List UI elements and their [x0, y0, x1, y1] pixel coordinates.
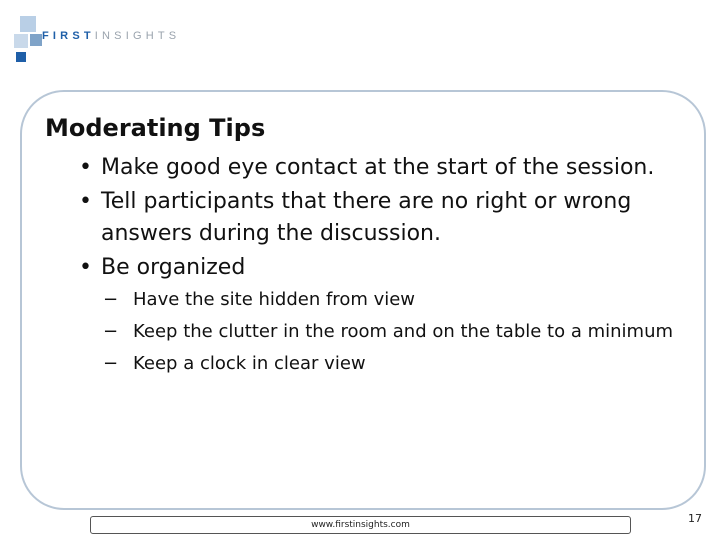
footer-url: www.firstinsights.com [311, 520, 410, 530]
logo-square-dark [30, 34, 42, 46]
logo-square-light [20, 16, 36, 32]
bullet-dot-icon: • [79, 155, 92, 180]
sub-bullet-item [103, 352, 676, 375]
slide-title: Moderating Tips [45, 114, 266, 142]
logo-square-dark [16, 52, 26, 62]
bullet-text: Tell participants that there are no right or wrong answers during the discussion. [101, 189, 632, 246]
page-number: 17 [688, 512, 702, 525]
bullet-text: Be organized [101, 255, 246, 280]
logo-wordmark [42, 30, 180, 42]
logo-first: FIRST [42, 30, 95, 42]
bullet-text: Make good eye contact at the start of the session. [101, 155, 655, 180]
dash-icon: − [103, 353, 119, 374]
sub-bullet-list [76, 288, 676, 375]
sub-bullet-item [103, 288, 676, 311]
dash-icon: − [103, 321, 119, 342]
bullet-item [76, 186, 676, 250]
bullet-item [76, 252, 676, 284]
sub-bullet-item [103, 320, 676, 343]
bullet-list [76, 152, 676, 384]
footer-bar [90, 516, 631, 534]
bullet-dot-icon: • [79, 255, 92, 280]
bullet-item [76, 152, 676, 184]
dash-icon: − [103, 289, 119, 310]
logo-insights: INSIGHTS [94, 30, 181, 42]
sub-bullet-text: Have the site hidden from view [133, 289, 416, 310]
sub-bullet-text: Keep a clock in clear view [133, 353, 366, 374]
sub-bullet-text: Keep the clutter in the room and on the table to a minimum [133, 321, 674, 342]
bullet-dot-icon: • [79, 189, 92, 214]
company-logo [12, 12, 202, 72]
logo-square-light [14, 34, 28, 48]
